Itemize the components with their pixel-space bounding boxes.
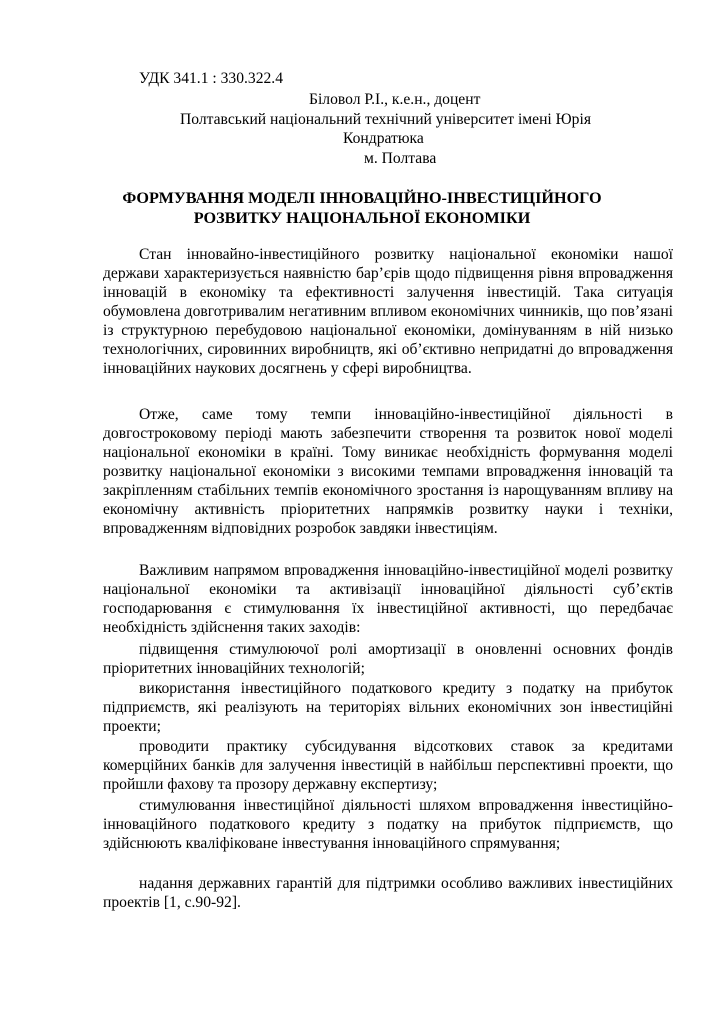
affiliation-line-2: Кондратюка <box>343 130 424 147</box>
measure-item-4: стимулювання інвестиційної діяльності шляхом впровадження інвестиційно-інноваційного податкового кредиту з податку на прибуток підприємств, що здійснюють кваліфіковане інвестування інноваційного спрямування; <box>103 797 673 852</box>
udk-code: УДК 341.1 : 330.322.4 <box>139 70 283 87</box>
paragraph-1: Стан інновайно-інвестиційного розвитку національної економіки нашої держави характеризується наявністю бар’єрів щодо підвищення рівня впровадження інновацій в економіку та ефективності залучення інвестицій. Така ситуація обумовлена довготривалим негативним впливом економічних чинників, що пов’язані із структурною перебудовою національної економіки, домінуванням в ній низько технологічних, сировинних виробництв, які об’єктивно непридатні до впровадження інноваційних наукових досягнень у сфері виробництва. <box>103 246 673 377</box>
measure-item-1: підвищення стимулюючої ролі амортизації в оновленні основних фондів пріоритетних інноваційних технологій; <box>103 641 673 677</box>
article-title-line-2: РОЗВИТКУ НАЦІОНАЛЬНОЇ ЕКОНОМІКИ <box>193 209 531 227</box>
city-line: м. Полтава <box>364 150 437 167</box>
measure-item-3: проводити практику субсидування відсоткових ставок за кредитами комерційних банків для залучення інвестицій в найбільш перспективні проекти, що пройшли фахову та прозору державну експертизу; <box>103 738 673 793</box>
article-title-line-1: ФОРМУВАННЯ МОДЕЛІ ІННОВАЦІЙНО-ІНВЕСТИЦІЙНОГО <box>122 189 602 207</box>
author-line: Біловол Р.І., к.е.н., доцент <box>309 91 481 108</box>
paragraph-2: Отже, саме тому темпи інноваційно-інвестиційної діяльності в довгостроковому періоді мають забезпечити створення та розвиток нової моделі національної економіки в країні. Тому виникає необхідність формування моделі розвитку національної економіки з високими темпами впровадження інновацій та закріпленням стабільних темпів економічного зростання із нарощуванням впливу на економічну активність пріоритетних напрямків розвитку науки і техніки, впровадженням відповідних розробок завдяки інвестиціям. <box>103 406 673 537</box>
paragraph-3: Важливим напрямом впровадження інноваційно-інвестиційної моделі розвитку національної економіки та активізації інноваційної діяльності суб’єктів господарювання є стимулювання їх інвестиційної активності, що передбачає необхідність здійснення таких заходів: <box>103 562 673 636</box>
measure-item-2: використання інвестиційного податкового кредиту з податку на прибуток підприємств, які реалізують на територіях вільних економічних зон інвестиційні проекти; <box>103 680 673 735</box>
measure-item-5: надання державних гарантій для підтримки особливо важливих інвестиційних проектів [1, с.90-92]. <box>103 875 673 911</box>
affiliation-line-1: Полтавський національний технічний університет імені Юрія <box>180 111 591 128</box>
